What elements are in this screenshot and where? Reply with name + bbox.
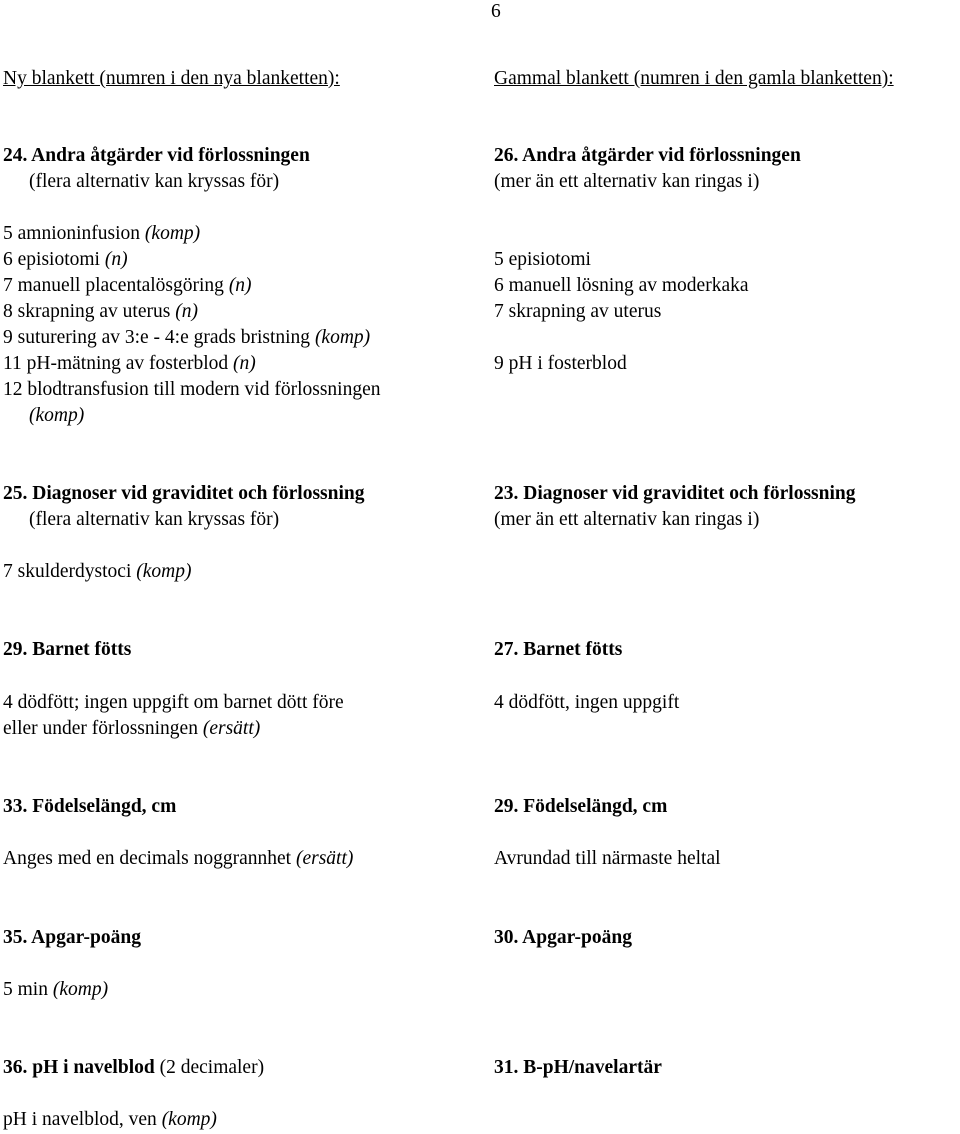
s2-old-block [494, 481, 855, 533]
s6-new-heading: 36. pH i navelblod (2 decimaler) [3, 1057, 265, 1078]
s2-new-block [3, 481, 364, 533]
list-item: 9 suturering av 3:e - 4:e grads bristning (komp) [3, 327, 371, 348]
s2-old-heading: 23. Diagnoser vid graviditet och förlossning [494, 483, 856, 504]
s4-new-text: Anges med en decimals noggrannhet (ersätt) [3, 848, 354, 869]
list-item: (komp) [29, 405, 85, 426]
s2-new-sub: (flera alternativ kan kryssas för) [29, 509, 280, 530]
s1-new-list [3, 221, 381, 429]
s3-old-heading: 27. Barnet fötts [494, 639, 623, 660]
s1-old-block [494, 143, 801, 195]
list-item: 12 blodtransfusion till modern vid förlossningen [3, 379, 381, 400]
s3-old-text: 4 dödfött, ingen uppgift [494, 692, 680, 713]
list-item: 7 skrapning av uterus [494, 301, 662, 322]
list-item: 6 manuell lösning av moderkaka [494, 275, 749, 296]
page-number: 6 [491, 1, 501, 22]
list-item: 9 pH i fosterblod [494, 353, 627, 374]
list-item: 8 skrapning av uterus (n) [3, 301, 198, 322]
list-item: 7 manuell placentalösgöring (n) [3, 275, 252, 296]
s6-new-text: pH i navelblod, ven (komp) [3, 1109, 217, 1130]
s1-old-list [494, 247, 749, 377]
old-form-header: Gammal blankett (numren i den gamla blanketten): [494, 68, 894, 89]
list-item: 6 episiotomi (n) [3, 249, 128, 270]
list-spacer [494, 325, 749, 351]
s6-old-heading: 31. B-pH/navelartär [494, 1057, 662, 1078]
s3-new-heading: 29. Barnet fötts [3, 639, 132, 660]
s2-old-sub: (mer än ett alternativ kan ringas i) [494, 509, 760, 530]
s1-new-heading: 24. Andra åtgärder vid förlossningen [3, 145, 310, 166]
list-item: 5 episiotomi [494, 249, 591, 270]
s4-old-heading: 29. Födelselängd, cm [494, 796, 668, 817]
s5-new-text: 5 min (komp) [3, 979, 109, 1000]
s1-new-sub: (flera alternativ kan kryssas för) [29, 171, 280, 192]
s1-old-sub: (mer än ett alternativ kan ringas i) [494, 171, 760, 192]
s5-new-heading: 35. Apgar-poäng [3, 927, 141, 948]
s3-new-text: 4 dödfött; ingen uppgift om barnet dött före eller under förlossningen (ersätt) [3, 692, 344, 739]
list-item: 5 amnioninfusion (komp) [3, 223, 201, 244]
s4-new-heading: 33. Födelselängd, cm [3, 796, 177, 817]
s5-old-heading: 30. Apgar-poäng [494, 927, 632, 948]
s4-old-text: Avrundad till närmaste heltal [494, 848, 721, 869]
s1-new-block [3, 143, 310, 195]
s2-new-heading: 25. Diagnoser vid graviditet och förlossning [3, 483, 365, 504]
new-form-header: Ny blankett (numren i den nya blanketten): [3, 68, 340, 89]
s1-old-heading: 26. Andra åtgärder vid förlossningen [494, 145, 801, 166]
s2-new-item: 7 skulderdystoci (komp) [3, 561, 192, 582]
list-item: 11 pH-mätning av fosterblod (n) [3, 353, 256, 374]
